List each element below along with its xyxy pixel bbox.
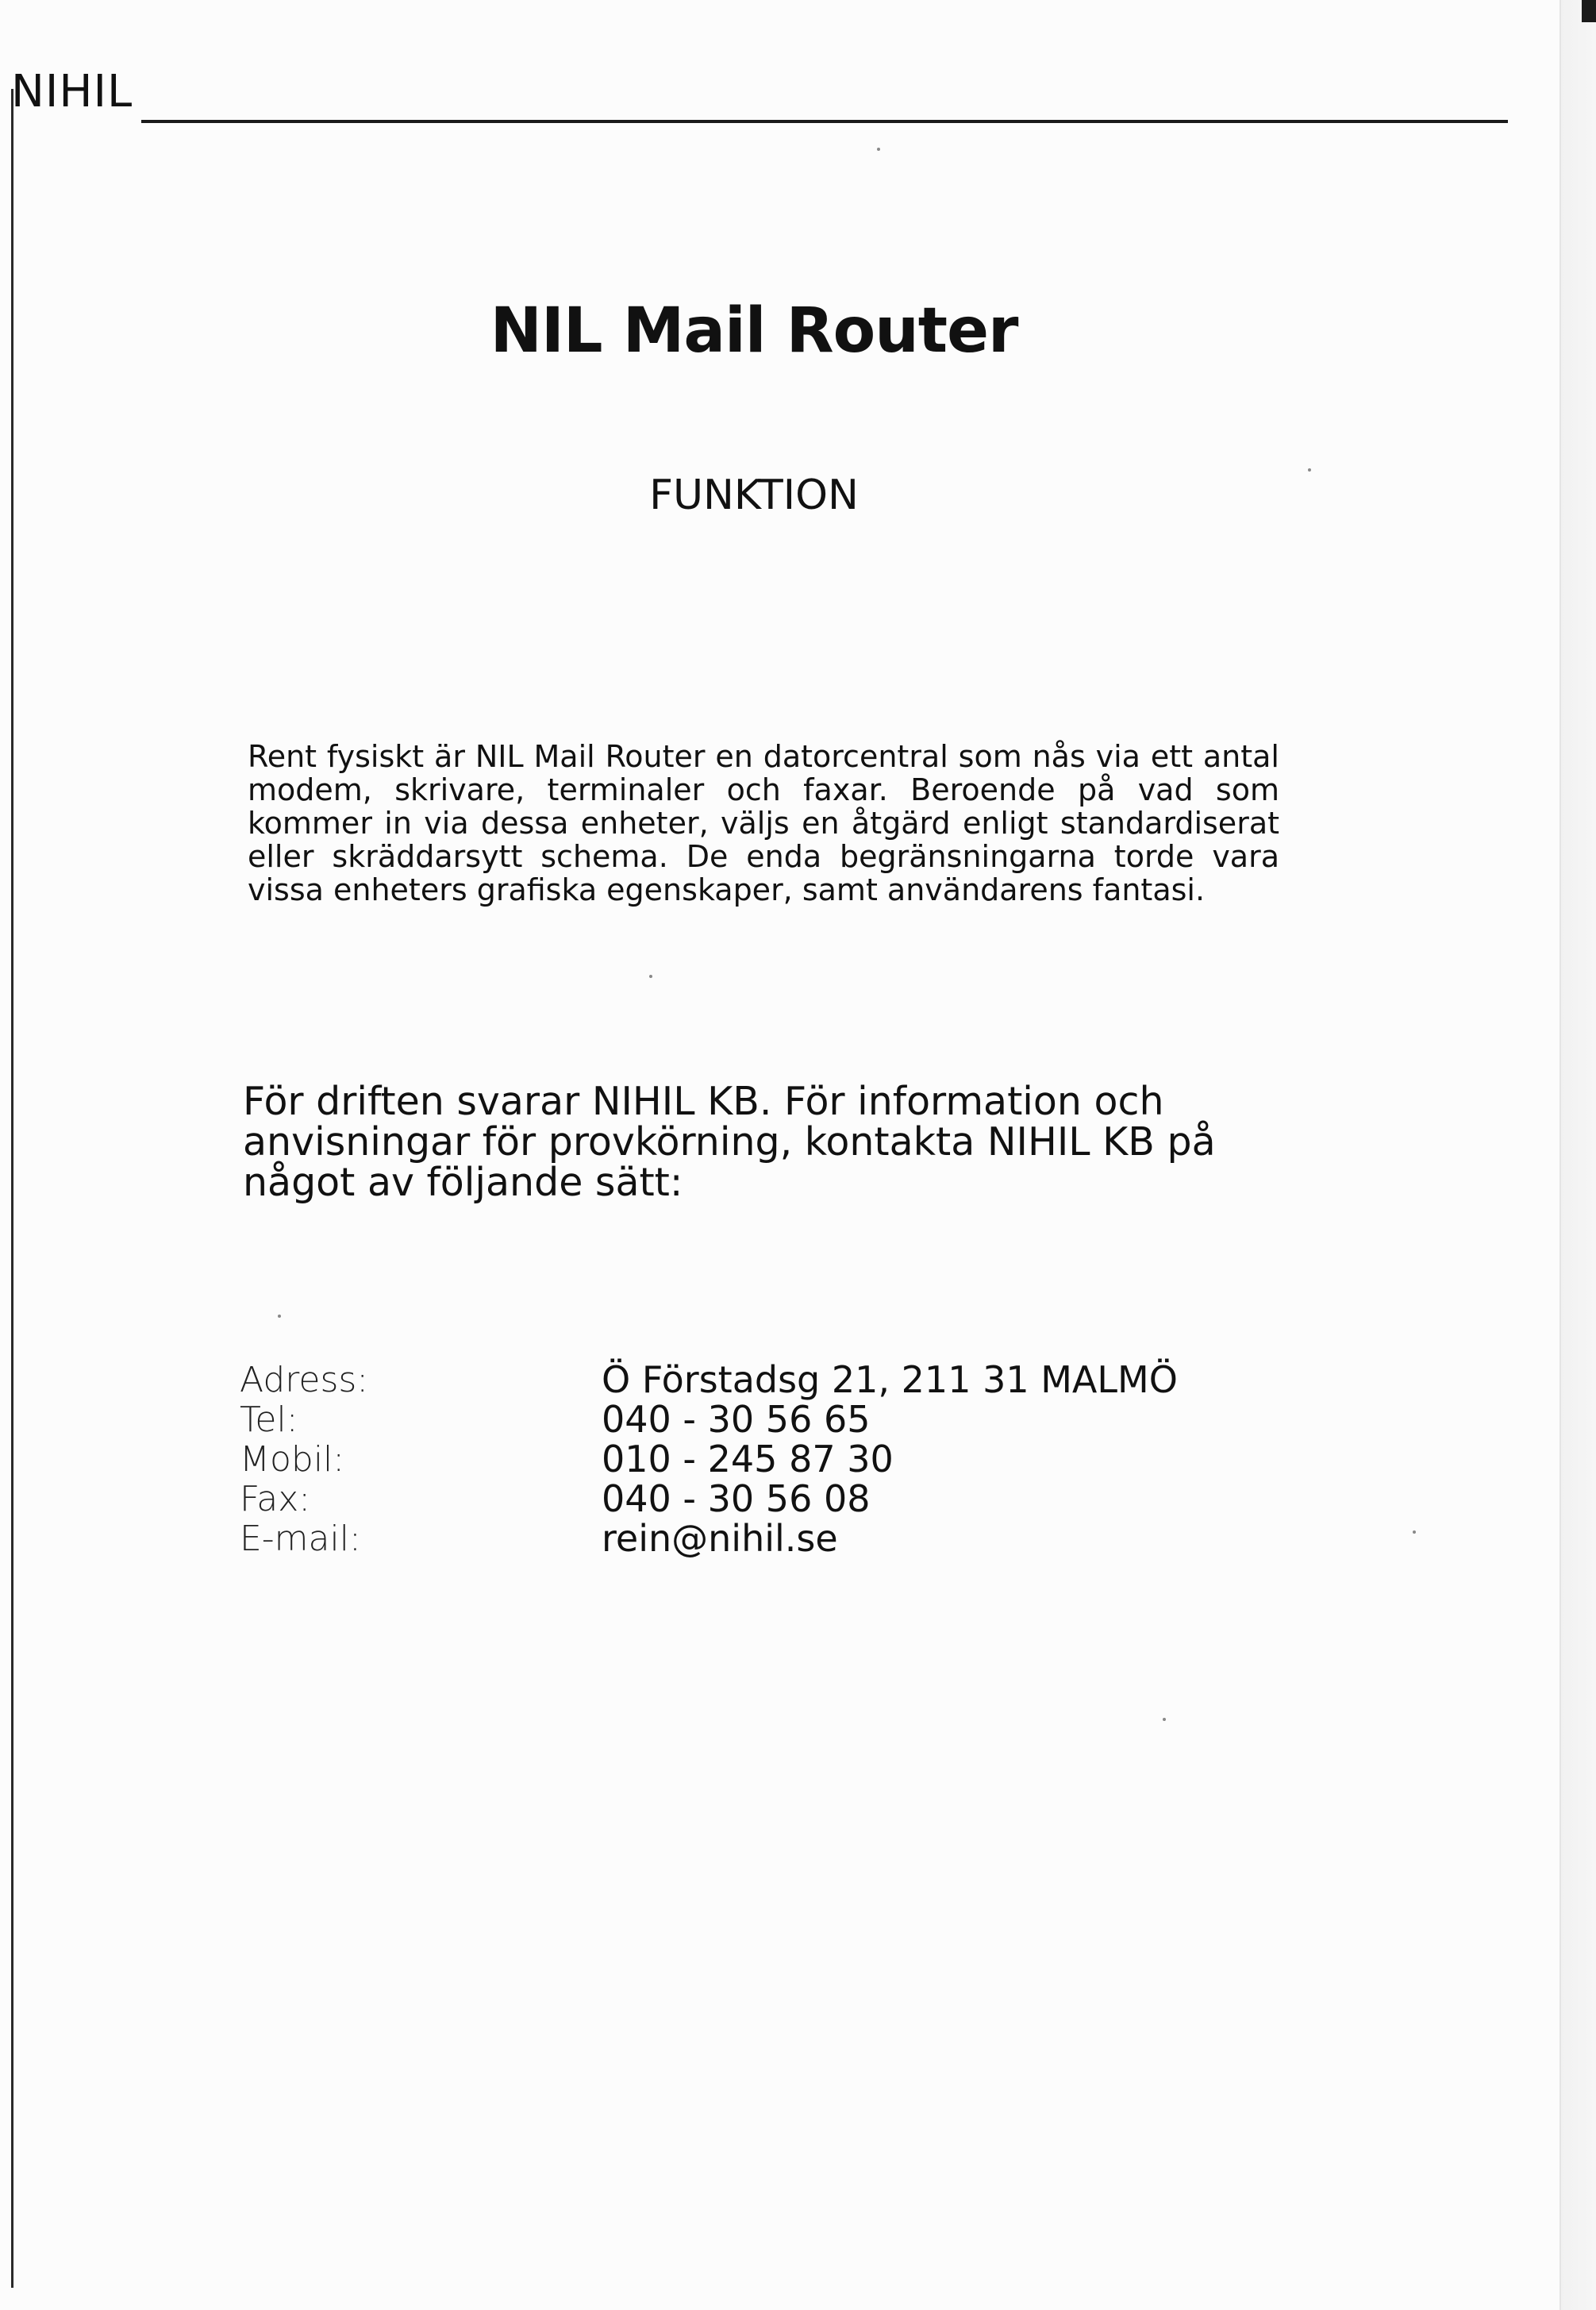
contact-row-tel: [240, 1399, 1271, 1439]
scan-speck: [649, 975, 652, 978]
contact-label: E-mail:: [240, 1518, 361, 1559]
scan-corner-mark: [1582, 0, 1596, 22]
contact-value: 040 - 30 56 08: [602, 1477, 871, 1520]
contact-value: rein@nihil.se: [602, 1517, 838, 1560]
scan-speck: [1163, 1718, 1166, 1721]
contact-label: Adress:: [240, 1359, 369, 1400]
section-heading: FUNKTION: [649, 472, 859, 519]
contact-row-email: [240, 1519, 1271, 1558]
contact-details: [240, 1360, 1271, 1558]
contact-label: Tel:: [240, 1399, 298, 1440]
contact-intro-paragraph: För driften svarar NIHIL KB. För information och anvisningar för provkörning, kontakta NIHIL KB på något av följande sätt:: [243, 1079, 1216, 1205]
contact-row-address: [240, 1360, 1271, 1399]
contact-value: Ö Förstadsg 21, 211 31 MALMÖ: [602, 1358, 1178, 1401]
contact-label: Mobil:: [240, 1438, 345, 1480]
contact-row-mobile: [240, 1439, 1271, 1479]
header-logo: NIHIL: [11, 66, 133, 117]
description-paragraph: Rent fysiskt är NIL Mail Router en datorcentral som nås via ett antal modem, skrivare, terminaler och faxar. Beroende på vad som kommer in via dessa enheter, väljs en åtgärd enligt standardiserat eller skräddarsytt schema. De enda begränsningarna torde vara vissa enheters grafiska egenskaper, samt användarens fantasi.: [248, 739, 1279, 907]
left-border-rule: [11, 89, 13, 2288]
scan-speck: [877, 148, 880, 151]
contact-value: 040 - 30 56 65: [602, 1398, 871, 1441]
scan-speck: [1413, 1530, 1416, 1534]
contact-label: Fax:: [240, 1478, 311, 1519]
scan-edge: [1559, 0, 1596, 2310]
contact-row-fax: [240, 1479, 1271, 1519]
page-title: NIL Mail Router: [490, 295, 1018, 367]
header-rule: [141, 120, 1508, 123]
contact-value: 010 - 245 87 30: [602, 1438, 894, 1480]
scan-speck: [278, 1315, 281, 1318]
scan-speck: [1308, 468, 1311, 472]
